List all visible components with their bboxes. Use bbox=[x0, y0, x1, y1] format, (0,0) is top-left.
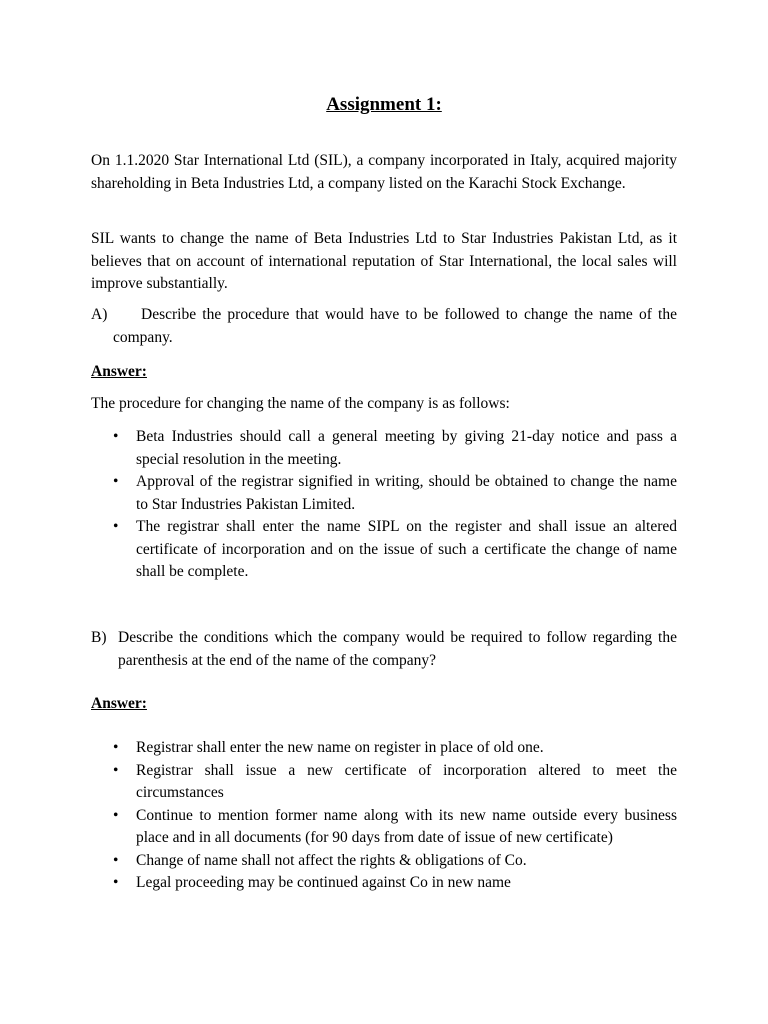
list-item bbox=[91, 872, 677, 895]
question-a-label: A) bbox=[91, 306, 108, 323]
list-item-text: Approval of the registrar signified in writing, should be obtained to change the name to Star Industries Pakistan Limited. bbox=[136, 473, 677, 513]
list-item-text: Continue to mention former name along with its new name outside every business place and in all documents (for 90 days from date of issue of new certificate) bbox=[136, 806, 677, 846]
answer-a-heading: Answer: bbox=[91, 363, 147, 380]
list-item bbox=[91, 850, 677, 873]
list-item-text: Legal proceeding may be continued against Co in new name bbox=[136, 874, 511, 891]
bullet-icon: • bbox=[113, 806, 119, 824]
list-item bbox=[91, 737, 677, 760]
bullet-icon: • bbox=[113, 874, 119, 891]
bullet-icon: • bbox=[113, 518, 119, 535]
intro-paragraph-1: On 1.1.2020 Star International Ltd (SIL), a company incorporated in Italy, acquired majority shareholding in Beta Industries Ltd, a company listed on the Karachi Stock Exchange. bbox=[91, 152, 677, 192]
answer-b-bullet-list bbox=[91, 737, 677, 895]
bullet-icon: • bbox=[113, 428, 119, 445]
list-item bbox=[91, 471, 677, 516]
answer-a-lead: The procedure for changing the name of the company is as follows: bbox=[91, 395, 510, 412]
list-item-text: Registrar shall enter the new name on register in place of old one. bbox=[136, 739, 544, 756]
question-b-label: B) bbox=[91, 629, 107, 646]
bullet-icon: • bbox=[113, 851, 119, 869]
bullet-icon: • bbox=[113, 473, 119, 490]
question-b-text: Describe the conditions which the company would be required to follow regarding the parenthesis at the end of the name of the company? bbox=[118, 629, 677, 669]
list-item bbox=[91, 805, 677, 850]
question-a bbox=[91, 304, 677, 349]
list-item-text: Registrar shall issue a new certificate of incorporation altered to meet the circumstances bbox=[136, 761, 677, 801]
list-item-text: The registrar shall enter the name SIPL on the register and shall issue an altered certificate of incorporation and on the issue of such a certificate the change of name shall be complete. bbox=[136, 518, 677, 580]
question-b bbox=[91, 627, 677, 672]
question-a-text: Describe the procedure that would have to be followed to change the name of the company. bbox=[113, 306, 677, 346]
list-item-text: Change of name shall not affect the rights & obligations of Co. bbox=[136, 851, 527, 869]
list-item bbox=[91, 516, 677, 584]
intro-paragraph-2: SIL wants to change the name of Beta Industries Ltd to Star Industries Pakistan Ltd, as it believes that on account of international reputation of Star International, the local sales will improve substantially. bbox=[91, 230, 677, 292]
list-item bbox=[91, 760, 677, 805]
bullet-icon: • bbox=[113, 761, 119, 779]
answer-a-bullet-list bbox=[91, 426, 677, 584]
list-item-text: Beta Industries should call a general meeting by giving 21-day notice and pass a special resolution in the meeting. bbox=[136, 428, 677, 468]
list-item bbox=[91, 426, 677, 471]
bullet-icon: • bbox=[113, 739, 119, 756]
answer-b-heading: Answer: bbox=[91, 695, 147, 712]
document-title: Assignment 1: bbox=[326, 94, 442, 115]
